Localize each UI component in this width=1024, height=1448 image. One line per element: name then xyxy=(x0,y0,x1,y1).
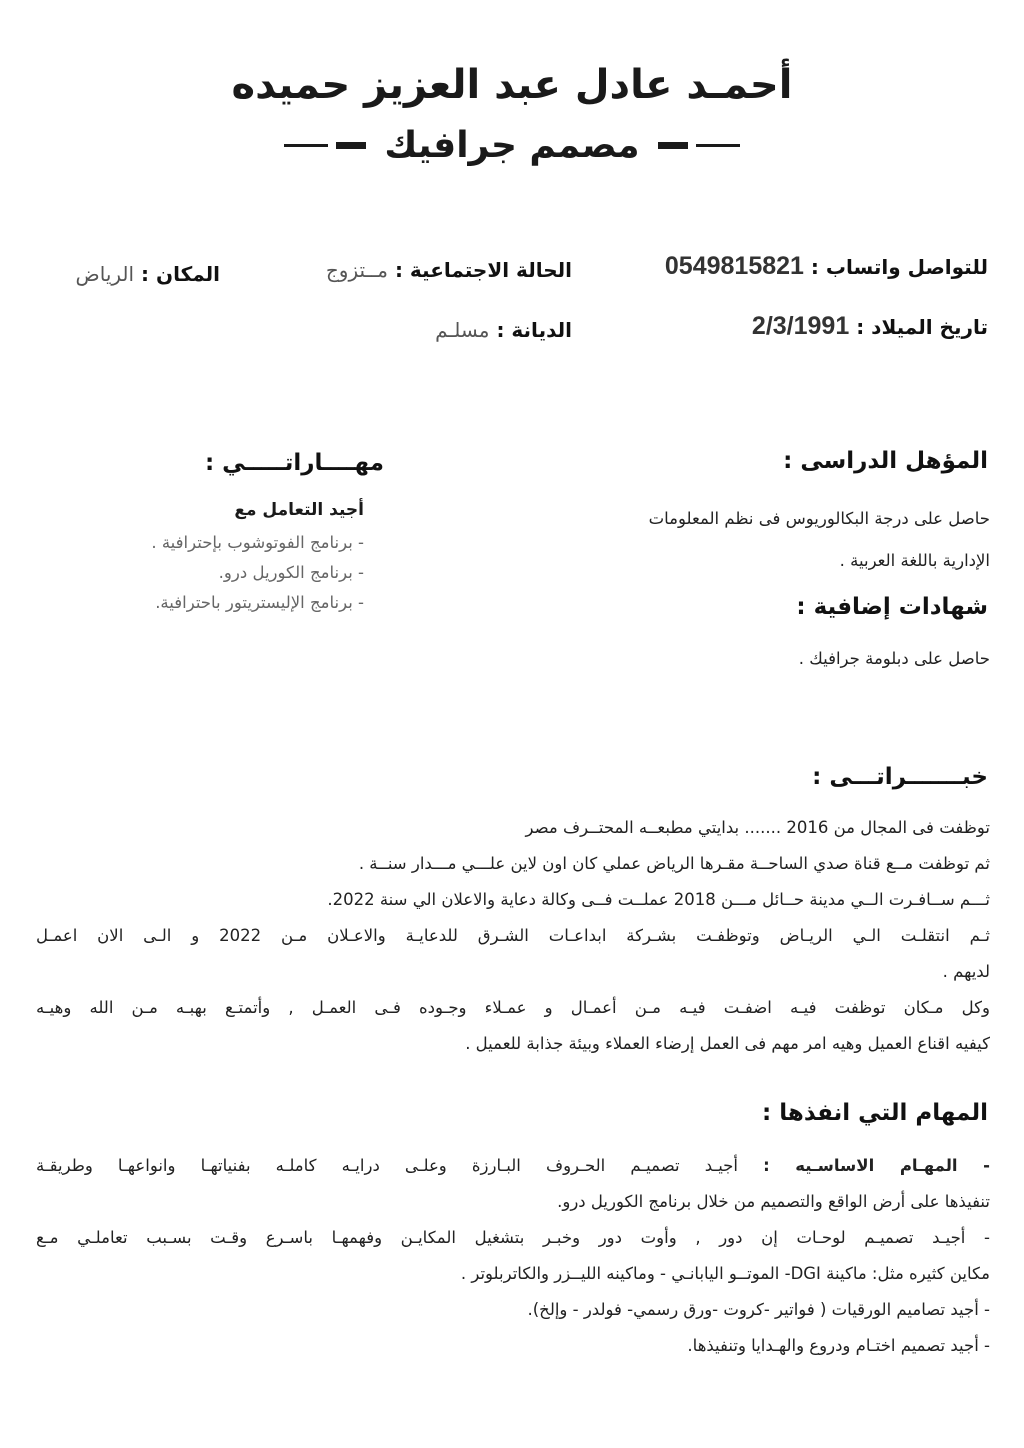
tasks-line-1-text: أجيـد تصميـم الحـروف البـارزة وعلـى درايـه كاملـه بفنياتهـا وانواعهـا وطريقـة xyxy=(36,1156,764,1175)
education-text xyxy=(530,498,990,582)
tasks-line-6: - أجيد تصميم اختـام ودروع والهـدايا وتنفيذها. xyxy=(687,1336,990,1355)
skills-heading: مهــــاراتـــــي : xyxy=(204,450,384,476)
tasks-line-1 xyxy=(36,1148,990,1184)
education-heading: المؤهل الدراسى : xyxy=(783,448,988,474)
experience-line-4: ثـم انتقلـت الـي الريـاض وتوظفـت بشـركة ابداعـات الشـرق للدعايـة والاعـلان مـن 2022 و الـى الان اعمـل xyxy=(36,926,990,945)
birth-info xyxy=(628,312,988,341)
experience-line-1: توظفت فى المجال من 2016 ....... بدايتي مطبعــه المحتــرف مصر xyxy=(525,818,990,837)
skill-item-coreldraw: - برنامج الكوريل درو. xyxy=(218,563,364,582)
marital-value: مــتزوج xyxy=(325,258,388,282)
skills-list xyxy=(44,528,364,618)
education-line-2: الإدارية باللغة العربية . xyxy=(839,551,990,570)
tasks-line-3: - أجيـد تصميـم لوحـات إن دور , وأوت دور وخبـر بتشغيل المكايـن وفهمهـا باسـرع وقـت بسـبب تعاملـي مـع xyxy=(36,1228,990,1247)
religion-value: مسلـم xyxy=(435,318,490,342)
marital-info xyxy=(292,258,572,282)
religion-info xyxy=(292,318,572,342)
experience-line-7: كيفيه اقناع العميل وهيه امر مهم فى العمل إرضاء العملاء وبيئة جذابة للعميل . xyxy=(465,1034,990,1053)
skills-intro: أجيد التعامل مع xyxy=(234,500,364,520)
candidate-name: أحمـد عادل عبد العزيز حميده xyxy=(231,62,793,108)
job-title: مصمم جرافيك xyxy=(384,125,640,166)
whatsapp-number: 0549815821 xyxy=(664,252,804,280)
experience-line-3: ثـــم ســافـرت الــي مدينة حــائل مـــن 2018 عملــت فــى وكالة دعاية والاعلان الي سنة 2022. xyxy=(327,890,990,909)
experience-heading: خبـــــــراتـــى : xyxy=(812,764,988,790)
experience-line-6: وكل مـكان توظفت فيـه اضفـت فيـه مـن أعمـال و عمـلاء وجـوده فـى العمـل , وأتمتـع بهبـه مـن الله وهيـه xyxy=(36,998,990,1017)
birth-label: تاريخ الميلاد : xyxy=(856,315,988,339)
whatsapp-label: للتواصل واتساب : xyxy=(810,255,988,279)
experience-body xyxy=(36,810,990,1062)
tasks-body xyxy=(36,1148,990,1364)
right-decorative-rule xyxy=(658,142,740,149)
tasks-main-label: - المهـام الاساسـيه : xyxy=(763,1156,991,1175)
skill-item-photoshop: - برنامج الفوتوشوب بإحترافية . xyxy=(151,533,364,552)
skill-item-illustrator: - برنامج الإليستريتور باحترافية. xyxy=(155,593,364,612)
experience-line-2: ثم توظفت مــع قناة صدي الساحــة مقـرها الرياض عملي كان اون لاين علـــي مـــدار سنــة . xyxy=(358,854,990,873)
place-value: الرياض xyxy=(75,262,135,286)
certificates-heading: شهادات إضافية : xyxy=(796,594,988,620)
certificates-text: حاصل على دبلومة جرافيك . xyxy=(798,649,990,668)
tasks-line-5: - أجيد تصاميم الورقيات ( فواتير -كروت -ورق رسمي- فولدر - وإلخ). xyxy=(527,1300,990,1319)
left-decorative-rule xyxy=(284,142,366,149)
education-line-1: حاصل على درجة البكالوريوس فى نظم المعلومات xyxy=(648,509,990,528)
birth-date: 2/3/1991 xyxy=(751,312,850,340)
experience-line-5: لديهم . xyxy=(942,962,990,981)
whatsapp-info xyxy=(628,252,988,281)
place-label: المكان : xyxy=(141,262,220,286)
marital-label: الحالة الاجتماعية : xyxy=(394,258,572,282)
place-info xyxy=(20,262,220,286)
tasks-line-4: مكاين كثيره مثل: ماكينة DGI- الموتــو اليابانـي - وماكينه الليــزر والكاتربلوتر . xyxy=(460,1264,990,1283)
tasks-heading: المهام التي انفذها : xyxy=(762,1100,988,1126)
tasks-line-2: تنفيذها على أرض الواقع والتصميم من خلال برنامج الكوريل درو. xyxy=(557,1192,990,1211)
religion-label: الديانة : xyxy=(496,318,572,342)
title-row xyxy=(0,125,1024,166)
